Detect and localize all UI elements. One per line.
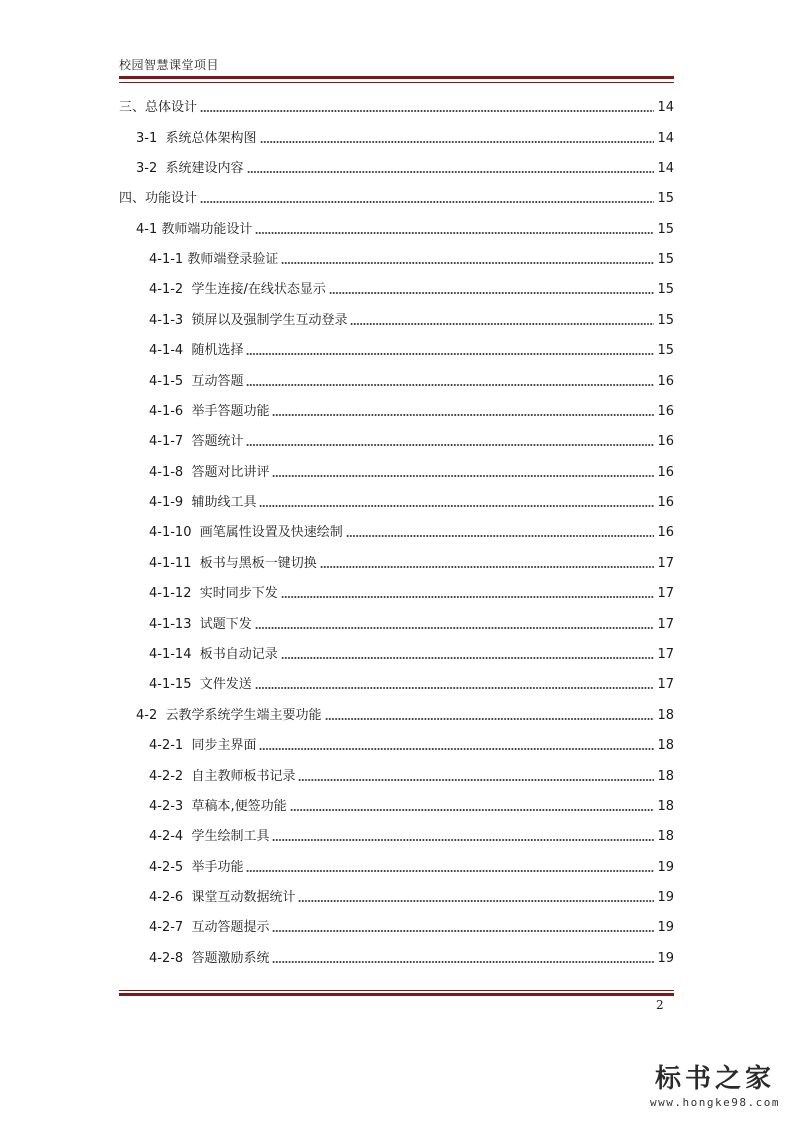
toc-dot-leader xyxy=(259,747,654,751)
toc-dot-leader xyxy=(246,383,654,387)
toc-entry[interactable] xyxy=(136,220,674,240)
toc-entry-page: 18 xyxy=(657,708,674,723)
toc-dot-leader xyxy=(329,291,655,295)
toc-entry[interactable] xyxy=(149,523,674,543)
toc-dot-leader xyxy=(246,352,654,356)
toc-entry-label: 4-2 云教学系统学生端主要功能 xyxy=(136,708,322,723)
toc-entry[interactable] xyxy=(149,432,674,452)
toc-entry-label: 4-1-6 举手答题功能 xyxy=(149,404,270,419)
toc-entry-page: 16 xyxy=(657,404,674,419)
toc-dot-leader xyxy=(281,595,655,599)
toc-entry-page: 16 xyxy=(657,525,674,540)
toc-entry[interactable] xyxy=(136,159,674,179)
toc-entry-label: 4-1-11 板书与黑板一键切换 xyxy=(149,556,317,571)
toc-entry-label: 四、功能设计 xyxy=(119,191,198,206)
toc-entry-label: 4-1-8 答题对比讲评 xyxy=(149,465,270,480)
toc-entry-page: 14 xyxy=(657,131,674,146)
toc-dot-leader xyxy=(272,474,654,478)
toc-entry-label: 4-1-9 辅助线工具 xyxy=(149,495,257,510)
toc-dot-leader xyxy=(255,231,654,235)
toc-dot-leader xyxy=(272,960,654,964)
toc-entry-page: 19 xyxy=(657,951,674,966)
watermark xyxy=(640,1064,790,1109)
toc-entry-page: 16 xyxy=(657,434,674,449)
toc-entry[interactable] xyxy=(119,98,674,118)
toc-entry-page: 19 xyxy=(657,860,674,875)
toc-entry-page: 18 xyxy=(657,799,674,814)
toc-dot-leader xyxy=(346,534,655,538)
toc-entry[interactable] xyxy=(149,250,674,270)
toc-dot-leader xyxy=(272,838,654,842)
toc-entry-label: 4-2-5 举手功能 xyxy=(149,860,244,875)
toc-dot-leader xyxy=(260,140,655,144)
toc-entry[interactable] xyxy=(149,311,674,331)
toc-entry-label: 3-1 系统总体架构图 xyxy=(136,131,257,146)
toc-entry[interactable] xyxy=(149,615,674,635)
toc-entry-label: 4-1-3 锁屏以及强制学生互动登录 xyxy=(149,313,348,328)
toc-entry-label: 4-2-7 互动答题提示 xyxy=(149,920,270,935)
toc-entry-page: 16 xyxy=(657,465,674,480)
toc-entry-label: 4-2-2 自主教师板书记录 xyxy=(149,769,296,784)
toc-entry-label: 4-1-12 实时同步下发 xyxy=(149,586,278,601)
toc-entry-page: 15 xyxy=(657,282,674,297)
toc-dot-leader xyxy=(255,626,655,630)
footer-rule-thick xyxy=(119,993,674,996)
toc-entry[interactable] xyxy=(136,129,674,149)
toc-dot-leader xyxy=(298,778,654,782)
watermark-url: www.hongke98.com xyxy=(650,1096,780,1109)
toc-entry-page: 14 xyxy=(657,100,674,115)
toc-entry[interactable] xyxy=(149,918,674,938)
toc-entry[interactable] xyxy=(149,402,674,422)
header-rule-thick xyxy=(119,76,674,79)
toc-entry-label: 4-1-7 答题统计 xyxy=(149,434,244,449)
toc-dot-leader xyxy=(246,443,654,447)
toc-dot-leader xyxy=(281,261,654,265)
toc-entry[interactable] xyxy=(149,888,674,908)
toc-entry-page: 14 xyxy=(657,161,674,176)
toc-entry[interactable] xyxy=(149,554,674,574)
toc-entry-label: 4-1-1 教师端登录验证 xyxy=(149,252,279,267)
toc-entry[interactable] xyxy=(149,372,674,392)
toc-entry[interactable] xyxy=(149,280,674,300)
toc-entry-label: 4-2-8 答题激励系统 xyxy=(149,951,270,966)
toc-entry-page: 18 xyxy=(657,829,674,844)
toc-dot-leader xyxy=(246,869,654,873)
toc-entry[interactable] xyxy=(149,645,674,665)
toc-entry-page: 19 xyxy=(657,920,674,935)
header-rule-thin xyxy=(119,82,674,83)
toc-entry-page: 15 xyxy=(657,252,674,267)
toc-entry-label: 4-1-14 板书自动记录 xyxy=(149,647,278,662)
toc-entry[interactable] xyxy=(149,858,674,878)
toc-entry-label: 4-1-13 试题下发 xyxy=(149,617,252,632)
toc-entry-label: 4-1-15 文件发送 xyxy=(149,677,252,692)
toc-entry[interactable] xyxy=(149,736,674,756)
toc-entry-label: 4-1-10 画笔属性设置及快速绘制 xyxy=(149,525,343,540)
toc-entry-page: 16 xyxy=(657,495,674,510)
toc-dot-leader xyxy=(200,200,654,204)
toc-entry[interactable] xyxy=(149,584,674,604)
toc-entry-label: 三、总体设计 xyxy=(119,100,198,115)
toc-entry-page: 15 xyxy=(657,343,674,358)
toc-entry-page: 15 xyxy=(657,222,674,237)
toc-entry-label: 4-2-4 学生绘制工具 xyxy=(149,829,270,844)
footer-rule-thin xyxy=(119,990,674,991)
toc-entry-page: 17 xyxy=(657,647,674,662)
toc-entry-label: 4-2-3 草稿本,便签功能 xyxy=(149,799,287,814)
toc-entry[interactable] xyxy=(149,949,674,969)
toc-entry-label: 3-2 系统建设内容 xyxy=(136,161,244,176)
toc-dot-leader xyxy=(272,929,654,933)
toc-entry[interactable] xyxy=(119,189,674,209)
toc-entry-label: 4-1 教师端功能设计 xyxy=(136,222,253,237)
toc-entry-label: 4-1-2 学生连接/在线状态显示 xyxy=(149,282,326,297)
toc-entry[interactable] xyxy=(149,827,674,847)
toc-dot-leader xyxy=(290,808,655,812)
toc-entry[interactable] xyxy=(149,341,674,361)
toc-entry-page: 17 xyxy=(657,586,674,601)
toc-entry-page: 18 xyxy=(657,769,674,784)
toc-dot-leader xyxy=(350,322,654,326)
toc-dot-leader xyxy=(281,656,655,660)
toc-dot-leader xyxy=(298,899,654,903)
toc-entry-page: 15 xyxy=(657,313,674,328)
toc-dot-leader xyxy=(272,413,654,417)
toc-entry-label: 4-2-1 同步主界面 xyxy=(149,738,257,753)
toc-entry-page: 15 xyxy=(657,191,674,206)
page-number: 2 xyxy=(656,998,664,1012)
toc-entry[interactable] xyxy=(149,675,674,695)
toc-dot-leader xyxy=(255,686,655,690)
toc-entry[interactable] xyxy=(149,493,674,513)
toc-dot-leader xyxy=(200,109,654,113)
toc-entry[interactable] xyxy=(136,706,674,726)
toc-entry-page: 17 xyxy=(657,556,674,571)
toc-entry[interactable] xyxy=(149,463,674,483)
toc-entry-label: 4-1-5 互动答题 xyxy=(149,374,244,389)
toc-entry-label: 4-1-4 随机选择 xyxy=(149,343,244,358)
toc-dot-leader xyxy=(325,717,655,721)
toc-dot-leader xyxy=(259,504,654,508)
watermark-title: 标书之家 xyxy=(654,1064,775,1094)
toc-entry-page: 16 xyxy=(657,374,674,389)
toc-entry-page: 17 xyxy=(657,617,674,632)
toc-entry-label: 4-2-6 课堂互动数据统计 xyxy=(149,890,296,905)
toc-dot-leader xyxy=(247,170,655,174)
toc-entry-page: 17 xyxy=(657,677,674,692)
toc-entry-page: 18 xyxy=(657,738,674,753)
toc-entry[interactable] xyxy=(149,797,674,817)
toc-entry[interactable] xyxy=(149,767,674,787)
toc-entry-page: 19 xyxy=(657,890,674,905)
header-title: 校园智慧课堂项目 xyxy=(119,58,220,72)
toc-dot-leader xyxy=(320,565,655,569)
